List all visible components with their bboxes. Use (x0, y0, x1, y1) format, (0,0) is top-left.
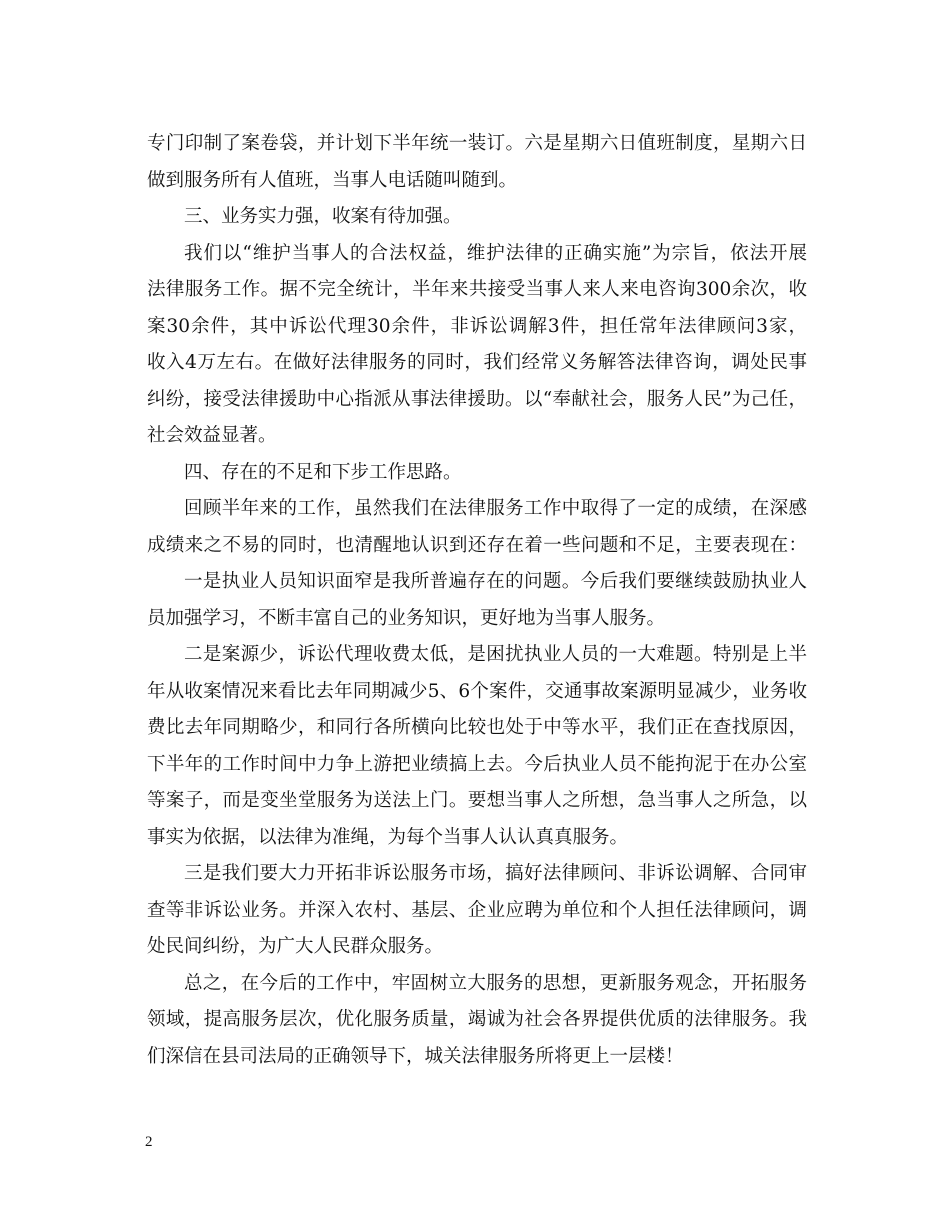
text-line: 回顾半年来的工作，虽然我们在法律服务工作中取得了一定的成绩，在深感 (184, 498, 807, 519)
text-line: 员加强学习，不断丰富自己的业务知识，更好地为当事人服务。 (147, 607, 666, 629)
text-line: 纠纷，接受法律援助中心指派从事法律援助。以“奉献社会，服务人民”为己任， (147, 388, 807, 410)
text-line: 下半年的工作时间中力争上游把业绩搞上去。今后执业人员不能拘泥于在办公室 (147, 753, 807, 775)
text-line: 总之，在今后的工作中，牢固树立大服务的思想，更新服务观念，开拓服务 (184, 972, 807, 994)
text-line: 查等非诉讼业务。并深入农村、基层、企业应聘为单位和个人担任法律顾问，调 (147, 899, 807, 921)
text-line: 们深信在县司法局的正确领导下，城关法律服务所将更上一层楼！ (147, 1045, 684, 1067)
text-line: 处民间纠纷，为广大人民群众服务。 (147, 936, 444, 957)
text-line: 年从收案情况来看比去年同期减少5、6个案件，交通事故案源明显减少，业务收 (147, 680, 807, 702)
text-line: 一是执业人员知识面窄是我所普遍存在的问题。今后我们要继续鼓励执业人 (184, 571, 807, 592)
text-line: 三、业务实力强，收案有待加强。 (184, 206, 462, 227)
text-line: 领域，提高服务层次，优化服务质量，竭诚为社会各界提供优质的法律服务。我 (147, 1009, 807, 1030)
text-line: 四、存在的不足和下步工作思路。 (184, 461, 462, 483)
text-line: 我们以“维护当事人的合法权益，维护法律的正确实施”为宗旨，依法开展 (184, 242, 807, 264)
text-line: 收入4万左右。在做好法律服务的同时，我们经常义务解答法律咨询，调处民事 (147, 352, 807, 373)
text-line: 三是我们要大力开拓非诉讼服务市场，搞好法律顾问、非诉讼调解、合同审 (184, 863, 807, 884)
text-line: 事实为依据，以法律为准绳，为每个当事人认认真真服务。 (147, 826, 629, 848)
page-number: 2 (145, 1134, 153, 1150)
text-line: 成绩来之不易的同时，也清醒地认识到还存在着一些问题和不足，主要表现在： (147, 534, 807, 556)
text-line: 二是案源少，诉讼代理收费太低，是困扰执业人员的一大难题。特别是上半 (184, 644, 807, 665)
text-line: 法律服务工作。据不完全统计，半年来共接受当事人来人来电咨询300余次，收 (147, 279, 807, 300)
document-body (147, 126, 807, 1075)
text-line: 社会效益显著。 (147, 425, 277, 446)
text-line: 等案子，而是变坐堂服务为送法上门。要想当事人之所想，急当事人之所急，以 (147, 790, 807, 811)
text-line: 做到服务所有人值班，当事人电话随叫随到。 (147, 169, 518, 191)
text-line: 案30余件，其中诉讼代理30余件，非诉讼调解3件，担任常年法律顾问3家， (147, 315, 807, 337)
text-line: 费比去年同期略少，和同行各所横向比较也处于中等水平，我们正在查找原因， (147, 717, 807, 738)
text-line: 专门印制了案卷袋，并计划下半年统一装订。六是星期六日值班制度，星期六日 (147, 133, 807, 154)
